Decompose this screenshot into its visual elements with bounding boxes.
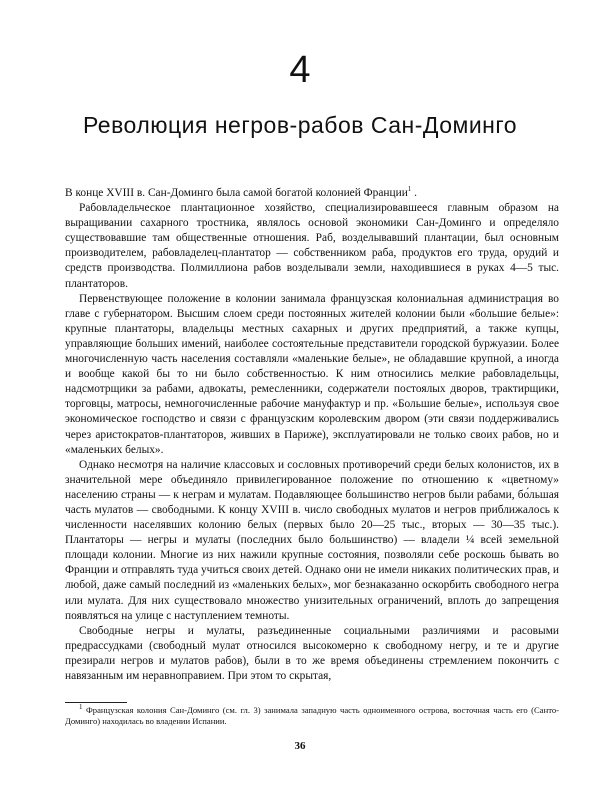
footnote-ref[interactable]: 1: [407, 185, 412, 194]
body-text: [65, 186, 559, 684]
footnotes: [65, 705, 559, 728]
footnote-1: [65, 705, 559, 728]
footnote-divider: [65, 702, 127, 703]
paragraph-1-end: .: [414, 187, 418, 199]
paragraph-3: Первенствующее положение в колонии занимала французская колониальная администрация во главе с губернатором. Высшим слоем среди постоянных жителей колонии были «большие белые»: крупные плантаторы, владельцы местных сахарных и других предприятий, а также купцы, управляющие больших имений, наиболее состоятельные представители городской буржуазии. Более многочисленную часть населения составляли «маленькие белые», не обладавшие крупной, а иногда и вообще какой бы то ни было собственностью. К ним относились мелкие рабовладельцы, надсмотрщики за рабами, адвокаты, ремесленники, содержатели постоялых дворов, трактирщики, торговцы, матросы, немногочисленные рабочие мануфактур и пр. «Большие белые», используя свое экономическое господство и связи с французским королевским двором (эти связи поддерживались через аристократов-плантаторов, живших в Париже), эксплуатировали не только своих рабов, но и «маленьких белых».: [65, 292, 559, 456]
chapter-title: Революция негров-рабов Сан-Доминго: [82, 112, 518, 138]
footnote-number: 1: [79, 703, 83, 712]
paragraph-2: Рабовладельческое плантационное хозяйство, специализировавшееся главным образом на выращивании сахарного тростника, являлось основой экономики Сан-Доминго и определяло существовавшие там общественные отношения. Раб, возделывавший плантации, был основным производителем, рабовладелец-плантатор — собственником раба, продуктов его труда, орудий и средств производства. Полмиллиона рабов возделывали земли, находившиеся в руках 4—5 тыс. плантаторов.: [65, 202, 559, 290]
paragraph-5: Свободные негры и мулаты, разъединенные социальными различиями и расовыми предрассудками (свободный мулат относился высокомерно к свободному негру, и те и другие презирали негров и мулатов рабов), были в то же время объединены стремлением покончить с навязанным им неравноправием. При этом то скрытая,: [65, 624, 559, 682]
paragraph-1: [65, 186, 559, 201]
chapter-number: 4: [289, 49, 311, 91]
paragraph-4: Однако несмотря на наличие классовых и сословных противоречий среди белых колонистов, их в значительной мере объединяло привилегированное положение по отношению к «цветному» населению страны — к неграм и мулатам. Подавляющее большинство негров были рабами, бо́льшая часть мулатов — свободными. К концу XVIII в. число свободных мулатов и негров приближалось к численности населявших колонию белых (первых было 20—25 тыс., вторых — 30—35 тыс.). Плантаторы — негры и мулаты (последних было большинство) — владели ¼ всей земельной площади колонии. Многие из них нажили крупные состояния, позволяли себе роскошь бывать во Франции и отправлять туда учиться своих детей. Однако они не имели никаких политических прав, и любой, даже самый последний из «маленьких белых», мог безнаказанно оскорбить свободного негра или мулата. Для них существовало множество унизительных ограничений, вплоть до запрещения появляться на улице с наступлением темноты.: [65, 458, 560, 622]
footnote-text: Французская колония Сан-Доминго (см. гл. 3) занимала западную часть одноименного острова, восточная часть его (Санто-Доминго) находилась во владении Испании.: [65, 705, 559, 727]
paragraph-1-text: В конце XVIII в. Сан-Доминго была самой богатой колонией Франции: [65, 187, 408, 199]
page-number: 36: [294, 740, 306, 752]
